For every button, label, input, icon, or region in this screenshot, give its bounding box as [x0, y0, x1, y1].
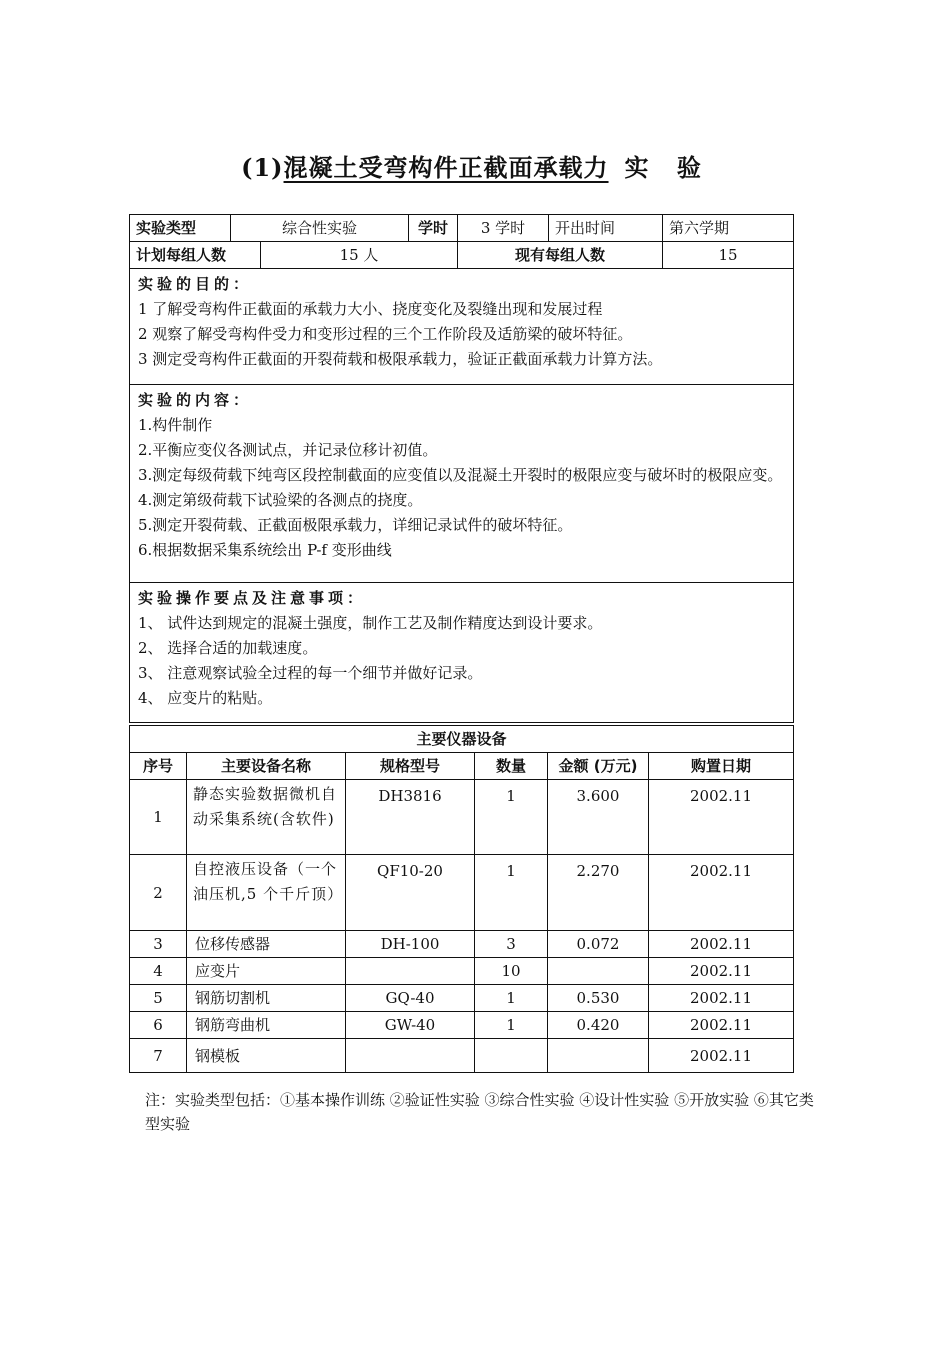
- title-prefix: (1): [241, 153, 284, 182]
- equipment-date: 2002.11: [649, 958, 794, 985]
- equipment-qty: 1: [475, 780, 548, 855]
- current-value: 15: [663, 242, 794, 269]
- table-row: [130, 931, 794, 958]
- title-main: 混凝土受弯构件正截面承载力: [283, 153, 609, 182]
- content-line: 6.根据数据采集系统绘出 P-f 变形曲线: [138, 541, 392, 559]
- hours-label: 学时: [409, 215, 458, 242]
- content-line: 3.测定每级荷载下纯弯区段控制截面的应变值以及混凝土开裂时的极限应变与破坏时的极限应变。: [138, 466, 783, 484]
- purpose-line: 3 测定受弯构件正截面的开裂荷载和极限承载力，验证正截面承载力计算方法。: [138, 350, 663, 368]
- current-label: 现有每组人数: [458, 242, 663, 269]
- type-label: 实验类型: [130, 215, 231, 242]
- content-line: 1.构件制作: [138, 416, 213, 434]
- footnote: 注：实验类型包括：①基本操作训练 ②验证性实验 ③综合性实验 ④设计性实验 ⑤开放实验 ⑥其它类型实验: [145, 1091, 814, 1133]
- table-row: [130, 985, 794, 1012]
- col-header: 金额 (万元): [548, 753, 649, 780]
- equipment-date: 2002.11: [649, 985, 794, 1012]
- equipment-date: 2002.11: [649, 1039, 794, 1073]
- equipment-model: GQ-40: [346, 985, 475, 1012]
- equipment-model: DH3816: [346, 780, 475, 855]
- equipment-amount: 0.072: [548, 931, 649, 958]
- row-index: 2: [130, 855, 187, 931]
- notes-line: 3、 注意观察试验全过程的每一个细节并做好记录。: [138, 664, 483, 682]
- col-header: 序号: [130, 753, 187, 780]
- col-header: 规格型号: [346, 753, 475, 780]
- equipment-qty: 1: [475, 985, 548, 1012]
- equipment-amount: 2.270: [548, 855, 649, 931]
- equipment-model: QF10-20: [346, 855, 475, 931]
- equipment-model: [346, 958, 475, 985]
- type-value: 综合性实验: [231, 215, 409, 242]
- equipment-amount: [548, 958, 649, 985]
- purpose-heading: 实验的目的：: [138, 275, 253, 293]
- equipment-amount: 3.600: [548, 780, 649, 855]
- table-row: [130, 780, 794, 855]
- equipment-date: 2002.11: [649, 1012, 794, 1039]
- equipment-name: 钢筋切割机: [187, 985, 346, 1012]
- equipment-qty: 10: [475, 958, 548, 985]
- page-title: [0, 148, 952, 183]
- purpose-line: 1 了解受弯构件正截面的承载力大小、挠度变化及裂缝出现和发展过程: [138, 300, 603, 318]
- equipment-date: 2002.11: [649, 855, 794, 931]
- equipment-qty: 1: [475, 1012, 548, 1039]
- row-index: 4: [130, 958, 187, 985]
- equipment-name: 钢筋弯曲机: [187, 1012, 346, 1039]
- notes-section: [130, 583, 794, 723]
- equipment-name: 静态实验数据微机自动采集系统(含软件): [187, 780, 346, 855]
- hours-value: 3 学时: [458, 215, 549, 242]
- plan-label: 计划每组人数: [130, 242, 261, 269]
- col-header: 数量: [475, 753, 548, 780]
- notes-line: 1、 试件达到规定的混凝土强度，制作工艺及制作精度达到设计要求。: [138, 614, 603, 632]
- equipment-amount: 0.530: [548, 985, 649, 1012]
- equipment-name: 应变片: [187, 958, 346, 985]
- content-line: 5.测定开裂荷载、正截面极限承载力，详细记录试件的破坏特征。: [138, 516, 573, 534]
- row-index: 3: [130, 931, 187, 958]
- equipment-model: [346, 1039, 475, 1073]
- content-heading: 实验的内容：: [138, 391, 253, 409]
- table-row: [130, 1039, 794, 1073]
- col-header: 购置日期: [649, 753, 794, 780]
- plan-value: 15 人: [261, 242, 458, 269]
- open-value: 第六学期: [663, 215, 794, 242]
- notes-heading: 实验操作要点及注意事项：: [138, 589, 367, 607]
- row-index: 7: [130, 1039, 187, 1073]
- experiment-info-table: [129, 214, 794, 723]
- equipment-qty: [475, 1039, 548, 1073]
- info-row-1: [130, 215, 794, 242]
- equipment-heading-row: [130, 726, 794, 753]
- table-row: [130, 958, 794, 985]
- equipment-name: 钢模板: [187, 1039, 346, 1073]
- purpose-line: 2 观察了解受弯构件受力和变形过程的三个工作阶段及适筋梁的破坏特征。: [138, 325, 633, 343]
- row-index: 5: [130, 985, 187, 1012]
- purpose-section: [130, 269, 794, 385]
- equipment-name: 位移传感器: [187, 931, 346, 958]
- notes-line: 2、 选择合适的加载速度。: [138, 639, 318, 657]
- content-line: 2.平衡应变仪各测试点，并记录位移计初值。: [138, 441, 438, 459]
- equipment-model: DH-100: [346, 931, 475, 958]
- equipment-table: [129, 725, 794, 1073]
- equipment-amount: 0.420: [548, 1012, 649, 1039]
- notes-line: 4、 应变片的粘贴。: [138, 689, 273, 707]
- equipment-name: 自控液压设备（一个油压机,5 个千斤顶）: [187, 855, 346, 931]
- open-label: 开出时间: [549, 215, 663, 242]
- equipment-qty: 1: [475, 855, 548, 931]
- equipment-date: 2002.11: [649, 780, 794, 855]
- equipment-header-row: [130, 753, 794, 780]
- equipment-model: GW-40: [346, 1012, 475, 1039]
- content-line: 4.测定第级荷载下试验梁的各测点的挠度。: [138, 491, 423, 509]
- title-suffix: 实 验: [624, 153, 711, 182]
- equipment-heading: 主要仪器设备: [130, 726, 794, 753]
- row-index: 6: [130, 1012, 187, 1039]
- content-section: [130, 385, 794, 583]
- equipment-amount: [548, 1039, 649, 1073]
- info-row-2: [130, 242, 794, 269]
- table-row: [130, 1012, 794, 1039]
- table-row: [130, 855, 794, 931]
- col-header: 主要设备名称: [187, 753, 346, 780]
- equipment-qty: 3: [475, 931, 548, 958]
- row-index: 1: [130, 780, 187, 855]
- equipment-date: 2002.11: [649, 931, 794, 958]
